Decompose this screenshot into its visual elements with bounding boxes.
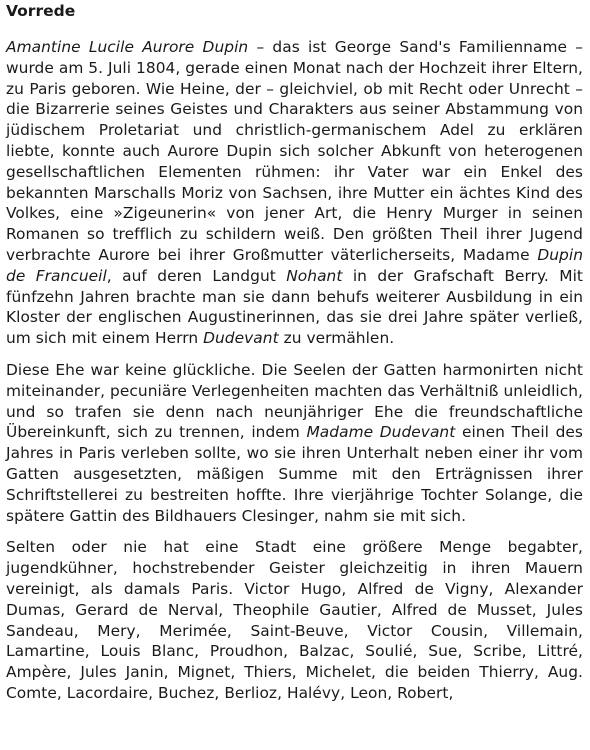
italic-text-run: Dudevant [203,329,279,348]
italic-text-run: Madame Dudevant [306,423,456,442]
document-page [6,0,583,715]
italic-text-run: Amantine Lucile Aurore Dupin [6,38,249,56]
text-run: Diese Ehe war keine glückliche. Die Seelen der Gatten harmonirten nicht miteinander, pecuniäre Verlegenheiten machten das Verhältniß unleidlich, und so trafen sie denn nach neunjähriger Ehe die freundschaftliche Übereinkunft, sich zu trennen, indem [6,360,583,442]
paragraph [6,537,583,703]
paragraph [6,360,583,526]
text-run: Selten oder nie hat eine Stadt eine größere Menge begabter, jugendkühner, hochstrebender Geister gleichzeitig in ihren Mauern vereinigt, als damals Paris. Victor Hugo, Alfred de Vigny, Alexander Dumas, Gerard de Nerval, Theophile Gautier, Alfred de Musset, Jules Sandeau, Mery, Merimée, Saint-Beuve, Victor Cousin, Villemain, Lamartine, Louis Blanc, Proudhon, Balzac, Soulié, Sue, Scribe, Littré, Ampère, Jules Janin, Mignet, Thiers, Michelet, die beiden Thierry, Aug. Comte, Lacordaire, Buchez, Berlioz, Halévy, Leon, Robert, [6,538,583,702]
text-run: einen Theil des Jahres in Paris verleben sollte, wo sie ihren Unterhalt neben einer ihr vom Gatten ausgesetzten, mäßigen Summe mit den Erträgnissen ihrer Schriftstellerei zu bestreiten hoffte. Ihre vierjährige Tochter Solange, die spätere Gattin des Bildhauers Clesinger, nahm sie mit sich. [6,423,584,525]
italic-text-run: Nohant [286,266,343,285]
text-run: – das ist George Sand's Familienname – wurde am 5. Juli 1804, gerade einen Monat nach der Hochzeit ihrer Eltern, zu Paris geboren. Wie Heine, der – gleichviel, ob mit Recht oder Unrecht – die Bizarrerie seines Geistes und Charakters aus seiner Abstammung von jüdischem Proletariat und christlich-germanischem Adel zu erklären liebte, konnte auch Aurore Dupin sich solcher Abkunft von heterogenen gesellschaftlichen Elementen rühmen: ihr Vater war ein Enkel des bekannten Marschalls Moriz von Sachsen, ihre Mutter ein ächtes Kind des Volkes, eine »Zigeunerin« von jener Art, die Henry Murger in seinen Romanen so trefflich zu schildern weiß. Den größten Theil ihrer Jugend verbrachte Aurore bei ihrer Großmutter väterlicherseits, Madame [6,38,583,264]
text-run: in der Grafschaft Berry. Mit fünfzehn Jahren brachte man sie dann behufs weiterer Ausbildung in ein Kloster der englischen Augustinerinnen, das sie drei Jahre später verließ, um sich mit einem Herrn [6,266,583,348]
page-title: Vorrede [6,2,76,20]
italic-text-run: Dupin de Francueil [6,245,583,285]
text-run: zu vermählen. [278,329,395,348]
text-run: , auf deren Landgut [106,266,287,285]
paragraph [6,37,583,349]
document-body [6,37,583,704]
